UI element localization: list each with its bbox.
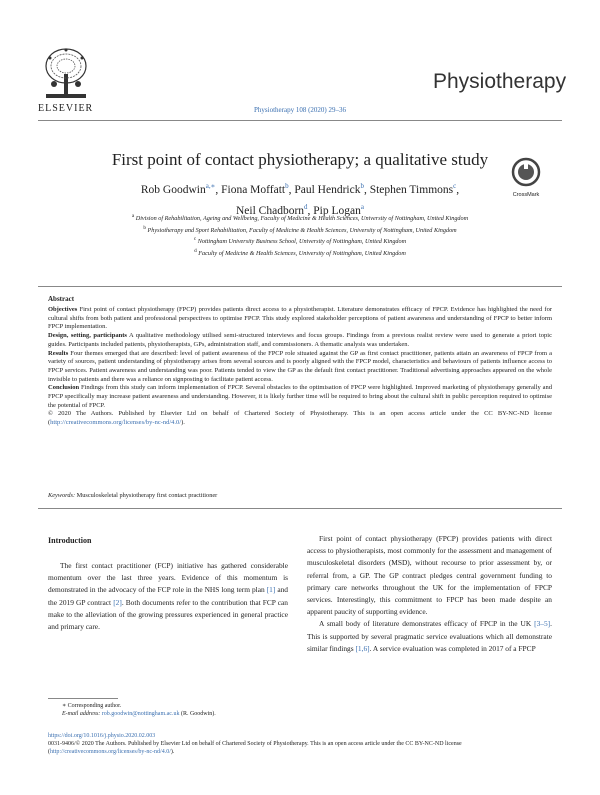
- paragraph: First point of contact physiotherapy (FPCP) provides patients with direct access to physiotherapists, most commonly for the assessment and management of musculoskeletal disorders (MSD), without recourse to prior assessment by, or referral from, a GP. The GP contract pledges central government funding to primary care networks throughout the UK for the implementation of FPCP services. Interestingly, this commitment to FPCP has been made despite an apparent paucity of supporting evidence.: [307, 534, 552, 617]
- crossmark-label: CrossMark: [512, 192, 540, 198]
- right-column: [307, 533, 552, 655]
- corresponding-footnote: ∗ Corresponding author. E-mail address: rob.goodwin@nottingham.ac.uk (R. Goodwin).: [62, 703, 216, 717]
- asterisk-icon: ∗: [62, 703, 68, 709]
- author-name: Pip Logan: [313, 204, 361, 217]
- email-link[interactable]: rob.goodwin@nottingham.ac.uk: [101, 711, 180, 717]
- article-title: First point of contact physiotherapy; a qualitative study: [111, 150, 489, 169]
- author-name: Rob Goodwin: [140, 183, 206, 196]
- journal-name: Physiotherapy: [433, 70, 567, 93]
- affiliation-a: $^a$ Division of Rehabilitation, Ageing and Wellbeing, Faculty of Medicine & Health Sciences, University of Nottingham, United Kingdom: [131, 213, 469, 223]
- affiliation-b: $^b$ Physiotherapy and Sport Rehabilitation, Faculty of Medicine & Health Sciences, University of Nottingham, United Kingdom: [143, 224, 457, 234]
- abstract-objectives: Objectives First point of contact physiotherapy (FPCP) provides patients direct access to a physiotherapist. Literature demonstrates efficacy of FPCP. Evidence has highlighted the need for cultural shifts from both patient and professional perspectives to optimise FPCP. This study explored stakeholder perceptions of patient awareness and understanding of FPCP to better inform FPCP implementation.: [48, 306, 552, 331]
- doi-block: [48, 732, 552, 756]
- author-name: Paul Hendrick: [294, 183, 361, 196]
- left-column: [48, 560, 288, 633]
- issn-line: 0031-9406/© 2020 The Authors. Published by Elsevier Ltd on behalf of Chartered Society of Physiotherapy. This is an open access article under the CC BY-NC-ND license (http://creativecommons.org/licenses/by-nc-nd/4.0/).: [48, 741, 462, 755]
- journal-reference[interactable]: Physiotherapy 108 (2020) 29–36: [254, 106, 346, 114]
- abstract-heading: Abstract: [48, 295, 75, 303]
- abstract-design: Design, setting, participants A qualitative methodology utilised semi-structured interviews and focus groups. Findings from a previous realist review were used to generate a priori topic guides. Participants included patients, physiotherapists, GPs, administration staff, and commissioners. A thematic analysis was undertaken.: [48, 332, 552, 348]
- affiliation-c: $^c$ Nottingham University Business School, University of Nottingham, United Kingdom: [193, 236, 407, 246]
- author-name: Fiona Moffatt: [221, 183, 286, 196]
- citation-link[interactable]: [3–5]: [534, 619, 551, 629]
- abstract-conclusion: Conclusion Findings from this study can inform implementation of FPCP. Several obstacles to the optimisation of FPCP were highlighted. Improved marketing of physiotherapy generally and FPCP specifically may increase patient awareness and understanding. However, it is likely further time will be required to bring about the cultural shift in public perception required to optimise the potential of FPCP.: [48, 384, 552, 409]
- affiliations: [48, 212, 552, 259]
- abstract-bottom-divider: [38, 508, 562, 509]
- header-divider: [38, 120, 562, 121]
- footer-license-link[interactable]: http://creativecommons.org/licenses/by-nc-nd/4.0/: [50, 749, 171, 755]
- paragraph: A small body of literature demonstrates efficacy of FPCP in the UK [3–5]. This is supported by several pragmatic service evaluations which all demonstrate similar findings [1,6]. A service evaluation was completed in 2017 of a FPCP: [307, 619, 552, 653]
- license-link[interactable]: http://creativecommons.org/licenses/by-nc-nd/4.0/: [50, 419, 182, 427]
- section-heading-introduction: Introduction: [48, 536, 92, 545]
- paragraph: The first contact practitioner (FCP) initiative has gathered considerable momentum over the last three years. Evidence of this momentum is demonstrated in the advocacy of the FCP role in the NHS long term plan [1] and the 2019 GP contract [2]. Both documents refer to the contribution that FCP can make to the alleviation of the growing pressures experienced in general practice and primary care.: [48, 561, 288, 632]
- abstract-top-divider: [38, 286, 562, 287]
- author-name: Stephen Timmons: [369, 183, 454, 196]
- author-line-1: Rob Goodwin$^{a,∗}$, Fiona Moffatt$^b$, Paul Hendrick$^b$, Stephen Timmons$^c$,: [140, 182, 460, 196]
- crossmark-icon[interactable]: [511, 157, 541, 197]
- abstract-copyright: © 2020 The Authors. Published by Elsevier Ltd on behalf of Chartered Society of Physiotherapy. This is an open access article under the CC BY-NC-ND license (http://creativecommons.org/licenses/by-nc-nd/4.0/).: [48, 410, 552, 427]
- footnote-divider: [48, 698, 118, 699]
- author-name: Neil Chadborn: [236, 204, 305, 217]
- keywords: Keywords: Musculoskeletal physiotherapy first contact practitioner: [48, 492, 218, 499]
- author-line-2: Neil Chadborn$^d$, Pip Logan$^a$: [236, 202, 364, 217]
- citation-link[interactable]: [2]: [113, 597, 122, 607]
- citation-link[interactable]: [1,6]: [355, 643, 370, 653]
- doi-link[interactable]: https://doi.org/10.1016/j.physio.2020.02.003: [48, 733, 156, 739]
- elsevier-tree-logo: [40, 44, 92, 102]
- abstract-results: Results Four themes emerged that are described: level of patient awareness of the FPCP role situated against the GP as first contact practitioner, patients attain an awareness of FPCP from a variety of sources, patient understanding of physiotherapy arises from several sources and is poorly aligned with the FPCP model, characteristics and behaviours of patients influence access to FPCP services. Patient awareness and understanding was poor. Patients tended to view the GP as the default first contact practitioner. Traditional advertising approaches appeared on the whole invisible to patients and there was a reliance on signposting to facilitate patient access.: [48, 349, 553, 383]
- citation-link[interactable]: [1]: [266, 585, 276, 595]
- abstract-body: [48, 306, 552, 428]
- affiliation-d: $^d$ Faculty of Medicine & Health Sciences, University of Nottingham, United Kingdom: [194, 247, 406, 258]
- publisher-logo-text: ELSEVIER: [38, 103, 94, 114]
